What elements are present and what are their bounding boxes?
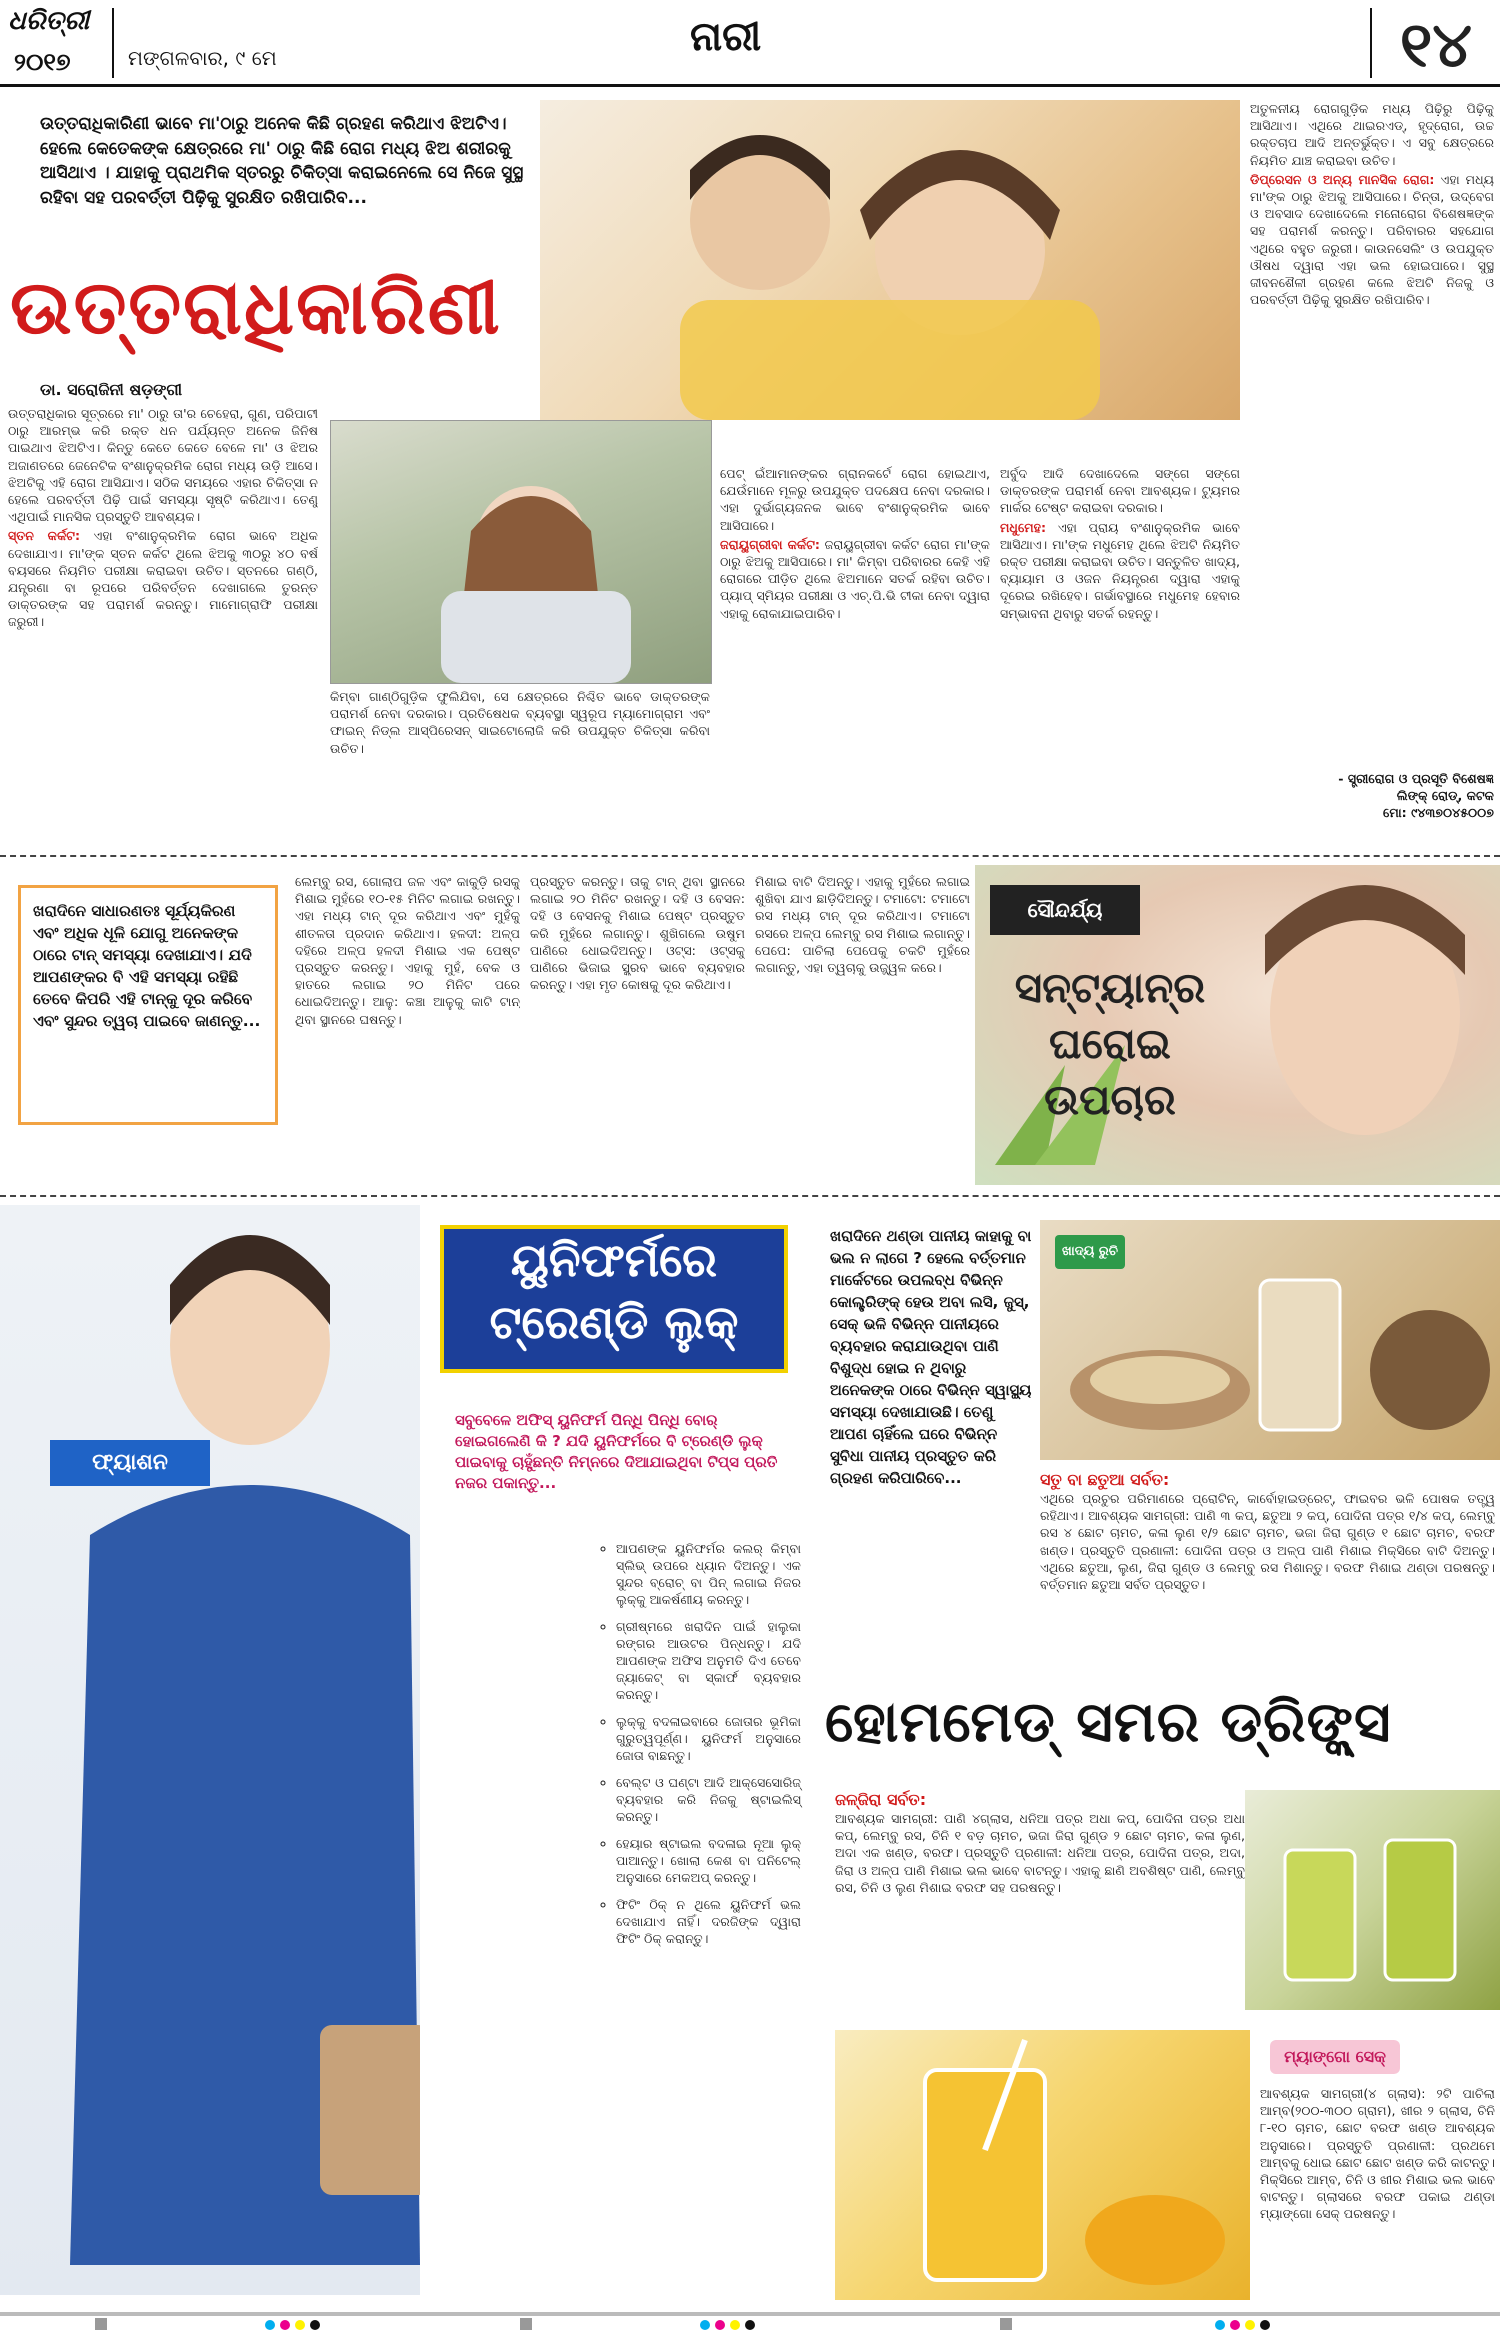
fashion-intro: ସବୁବେଳେ ଅଫିସ୍ ୟୁନିଫର୍ମ ପିନ୍ଧି ପିନ୍ଧି ବୋର୍ ହୋଇଗଲେଣି କି ? ଯଦି ୟୁନିଫର୍ମରେ ବି ଟ୍ରେଣ୍ଡି ଲୁକ୍ ପାଇବାକୁ ଚାହୁଁଛନ୍ତି ନିମ୍ନରେ ଦିଆଯାଇଥିବା ଟିପ୍ସ ପ୍ରତି ନଜର ପକାନ୍ତୁ... bbox=[455, 1411, 778, 1492]
brand-logo: ଧରିତ୍ରୀ bbox=[8, 6, 90, 36]
brand-year: ୨୦୧୭ bbox=[14, 48, 71, 76]
recipe-jaljeera bbox=[835, 1790, 1245, 2020]
fashion-photo-woman bbox=[0, 1205, 420, 2295]
color-dot-yellow bbox=[1245, 2320, 1255, 2330]
lead-col1b-text: ଏହା ବଂଶାନୁକ୍ରମିକ ରୋଗ ଭାବେ ଅଧିକ ଦେଖାଯାଏ। ମା'ଙ୍କ ସ୍ତନ କର୍କଟ ଥିଲେ ଝିଅକୁ ୩୦ରୁ ୪୦ ବର୍ଷ ବୟସରେ ନିୟମିତ ପରୀକ୍ଷା କରାଇବା ଉଚିତ। ସ୍ତନରେ ଗଣ୍ଠି, ଯନ୍ତ୍ରଣା ବା ରୂପରେ ପରିବର୍ତ୍ତନ ଦେଖାଗଲେ ତୁରନ୍ତ ଡାକ୍ତରଙ୍କ ସହ ପରାମର୍ଶ କରନ୍ତୁ। ମାମୋଗ୍ରାଫି ପରୀକ୍ଷା ଜରୁରୀ। bbox=[8, 528, 318, 630]
lead-col4b-text: ଏହା ପ୍ରାୟ ବଂଶାନୁକ୍ରମିକ ଭାବେ ଆସିଥାଏ। ମା'ଙ୍କ ମଧୁମେହ ଥିଲେ ଝିଅଟି ନିୟମିତ ରକ୍ତ ପରୀକ୍ଷା କରାଇବା ଉଚିତ। ସନ୍ତୁଳିତ ଖାଦ୍ୟ, ବ୍ୟାୟାମ ଓ ଓଜନ ନିୟନ୍ତ୍ରଣ ଦ୍ୱାରା ଏହାକୁ ଦୂରେଇ ରଖିହେବ। ଗର୍ଭାବସ୍ଥାରେ ମଧୁମେହ ହେବାର ସମ୍ଭାବନା ଥିବାରୁ ସତର୍କ ରହନ୍ତୁ। bbox=[1000, 519, 1240, 621]
tan-col-2 bbox=[530, 873, 745, 1178]
fashion-tip: ◦ ଫିଟିଂ ଠିକ୍ ନ ଥିଲେ ୟୁନିଫର୍ମ ଭଲ ଦେଖାଯାଏ ନାହିଁ। ଦରଜିଙ୍କ ଦ୍ୱାରା ଫିଟିଂ ଠିକ୍ କରାନ୍ତୁ। bbox=[616, 1896, 801, 1947]
lead-col3-text: ପେଟ୍ ଇଁଆମାନଙ୍କର ଗ୍ରାନକର୍ଟେ ରୋଗ ହୋଇଥାଏ, ଯେଉଁମାନେ ମୂଳରୁ ଉପଯୁକ୍ତ ପଦକ୍ଷେପ ନେବା ଦରକାର। ଏହା ଦୁର୍ଭାଗ୍ୟଜନକ ଭାବେ ବଂଶାନୁକ୍ରମିକ ଭାବେ ଆସିପାରେ। bbox=[720, 466, 990, 533]
tan-title-line-2: ଘରୋଇ bbox=[1049, 1019, 1171, 1068]
tan-title bbox=[985, 960, 1235, 1128]
drinks-photo-mango bbox=[835, 2030, 1250, 2300]
lead-kicker: ଉତ୍ତରାଧିକାରିଣୀ ଭାବେ ମା'ଠାରୁ ଅନେକ କିଛି ଗ୍ରହଣ କରିଥାଏ ଝିଅଟିଏ। ହେଲେ କେତେକଙ୍କ କ୍ଷେତ୍ରରେ ମା' ଠାରୁ କିଛି ରୋଗ ମଧ୍ୟ ଝିଅ ଶରୀରକୁ ଆସିଥାଏ । ଯାହାକୁ ପ୍ରାଥମିକ ସ୍ତରରୁ ଚିକିତ୍ସା କରାଇନେଲେ ସେ ନିଜେ ସୁସ୍ଥ ରହିବା ସହ ପରବର୍ତ୍ତୀ ପିଢ଼ିକୁ ସୁରକ୍ଷିତ ରଖିପାରିବ... bbox=[40, 114, 524, 208]
lead-col5-sub: ଡିପ୍ରେସନ ଓ ଅନ୍ୟ ମାନସିକ ରୋଗ: bbox=[1250, 171, 1435, 187]
drinks-photo3-shapes bbox=[835, 2030, 1250, 2300]
hero-photo-shapes bbox=[540, 100, 1240, 420]
tan-intro-text: ଖରାଦିନେ ସାଧାରଣତଃ ସୂର୍ଯ୍ୟକିରଣ ଏବଂ ଅଧିକ ଧୂଳି ଯୋଗୁ ଅନେକଙ୍କ ଠାରେ ଟାନ୍ ସମସ୍ୟା ଦେଖାଯାଏ। ଯଦି ଆପଣଙ୍କର ବି ଏହି ସମସ୍ୟା ରହିଛି ତେବେ କିପରି ଏହି ଟାନ୍‌କୁ ଦୂର କରିବେ ଏବଂ ସୁନ୍ଦର ତ୍ୱଚା ପାଇବେ ଜାଣନ୍ତୁ... bbox=[33, 902, 261, 1030]
fashion-photo-shapes bbox=[0, 1205, 420, 2295]
lead-col3b-text: ଜରାୟୁଗ୍ରୀବା କର୍କଟ ରୋଗ ମା'ଙ୍କ ଠାରୁ ଝିଅକୁ ଆସିପାରେ। ମା' କିମ୍ବା ପରିବାରର କେହି ଏହି ରୋଗରେ ପୀଡ଼ିତ ଥିଲେ ଝିଅମାନେ ସତର୍କ ରହିବା ଉଚିତ। ପ୍ୟାପ୍ ସ୍ମିୟର ପରୀକ୍ଷା ଓ ଏଚ୍.ପି.ଭି ଟୀକା ନେବା ଦ୍ୱାରା ଏହାକୁ ରୋକାଯାଇପାରିବ। bbox=[720, 536, 990, 621]
footer-registration-mark bbox=[95, 2318, 107, 2330]
section-divider-2 bbox=[0, 1195, 1500, 1197]
tan-col2-text: ପ୍ରସ୍ତୁତ କରନ୍ତୁ। ତାକୁ ଟାନ୍ ଥିବା ସ୍ଥାନରେ ଲଗାଇ ୨୦ ମିନିଟ ରଖନ୍ତୁ। ଦହି ଓ ବେସନ: ଦହି ଓ ବେସନକୁ ମିଶାଇ ପେଷ୍ଟ ପ୍ରସ୍ତୁତ କରି ମୁହଁରେ ଲଗାନ୍ତୁ। ଶୁଖିଗଲେ ଉଷୁମ ପାଣିରେ ଧୋଇଦିଅନ୍ତୁ। ଓଟ୍ସ: ଓଟ୍ସକୁ ପାଣିରେ ଭିଜାଇ ସ୍କ୍ରବ ଭାବେ ବ୍ୟବହାର କରନ୍ତୁ। ଏହା ମୃତ କୋଷକୁ ଦୂର କରିଥାଏ। bbox=[530, 874, 745, 993]
tan-col3-text: ମିଶାଇ ବାଟି ଦିଅନ୍ତୁ। ଏହାକୁ ମୁହଁରେ ଲଗାଇ ଶୁଖିବା ଯାଏ ଛାଡ଼ିଦିଅନ୍ତୁ। ଟମାଟୋ: ଟମାଟୋ ରସ ମଧ୍ୟ ଟାନ୍ ଦୂର କରିଥାଏ। ଟମାଟୋ ରସରେ ଅଳ୍ପ ଲେମ୍ବୁ ରସ ମିଶାଇ ଲଗାନ୍ତୁ। ପେପେ: ପାଚିଲା ପେପେକୁ ଚକଟି ମୁହଁରେ ଲଗାନ୍ତୁ, ଏହା ତ୍ୱଚାକୁ ଉଜ୍ଜ୍ୱଳ କରେ। bbox=[755, 874, 970, 976]
lead-col1-text: ଉତ୍ତରାଧିକାର ସୂତ୍ରରେ ମା' ଠାରୁ ତା'ର ଚେହେରା, ଗୁଣ, ପରିପାଟୀ ଠାରୁ ଆରମ୍ଭ କରି ରକ୍ତ ଧନ ପର୍ଯ୍ୟନ୍ତ ଅନେକ ଜିନିଷ ପାଇଥାଏ ଝିଅଟିଏ। କିନ୍ତୁ କେତେ କେତେ ବେଳେ ମା' ଓ ଝିଅର ଅଜାଣତରେ ଜେନେଟିକ ବଂଶାନୁକ୍ରମିକ ରୋଗ ମଧ୍ୟ ଉଡ଼ି ଆସେ। ଝିଅଟିକୁ ଏହି ରୋଗ ଆସିଯାଏ। ସଠିକ ସମୟରେ ଏହାର ଚିକିତ୍ସା ନ ହେଲେ ପରବର୍ତ୍ତୀ ପିଢ଼ି ପାଇଁ ସମସ୍ୟା ସୃଷ୍ଟି କରିଥାଏ। ତେଣୁ ଏଥିପାଇଁ ମାନସିକ ପ୍ରସ୍ତୁତି ଆବଶ୍ୟକ। bbox=[8, 406, 318, 525]
masthead bbox=[0, 0, 1500, 87]
tan-title-line-3: ଉପଚାର bbox=[1044, 1075, 1176, 1124]
color-dot-cyan bbox=[700, 2320, 710, 2330]
recipe-sattu bbox=[1040, 1470, 1495, 1670]
lead-col4-text: ଅର୍ବୁଦ ଆଦି ଦେଖାଦେଲେ ସଙ୍ଗେ ସଙ୍ଗେ ଡାକ୍ତରଙ୍କ ପରାମର୍ଶ ନେବା ଆବଶ୍ୟକ। ଟ୍ୟୁମର ମାର୍କର ଟେଷ୍ଟ କରାଇବା ଦରକାର। bbox=[1000, 466, 1240, 516]
footer-registration-mark bbox=[520, 2318, 532, 2330]
color-dot-yellow bbox=[730, 2320, 740, 2330]
photo-mother-child bbox=[330, 420, 712, 684]
signature-line-3: ମୋ: ୯୪୩୭୦୪୫୦୦୭ bbox=[1383, 805, 1494, 820]
fashion-tip: ◦ ଆପଣଙ୍କ ୟୁନିଫର୍ମର କଲର୍ କିମ୍ବା ସ୍ଲିଭ୍ ଉପରେ ଧ୍ୟାନ ଦିଅନ୍ତୁ। ଏକ ସୁନ୍ଦର ବ୍ରୋଚ୍ ବା ପିନ୍ ଲଗାଇ ନିଜର ଲୁକ୍‌କୁ ଆକର୍ଷଣୀୟ କରନ୍ତୁ। bbox=[616, 1540, 801, 1608]
color-dot-magenta bbox=[1230, 2320, 1240, 2330]
color-dot-black bbox=[1260, 2320, 1270, 2330]
hero-photo-mother-daughter bbox=[540, 100, 1240, 420]
fashion-tips-list bbox=[600, 1540, 801, 2310]
signature-line-1: - ସ୍ତ୍ରୀରୋଗ ଓ ପ୍ରସୂତି ବିଶେଷଜ୍ଞ bbox=[1338, 771, 1494, 786]
masthead-divider-right bbox=[1370, 8, 1372, 78]
fashion-title-box bbox=[440, 1225, 788, 1373]
color-dot-black bbox=[745, 2320, 755, 2330]
drinks-intro: ଖରାଦିନେ ଥଣ୍ଡା ପାନୀୟ କାହାକୁ ବା ଭଲ ନ ଲାଗେ ? ହେଲେ ବର୍ତ୍ତମାନ ମାର୍କେଟରେ ଉପଲବ୍ଧ ବିଭିନ୍ନ କୋଲ୍ଡ୍ରିଙ୍କ୍ ହେଉ ଅବା ଲସି, ଜୁସ୍, ସେକ୍ ଭଳି ବିଭିନ୍ନ ପାନୀୟରେ ବ୍ୟବହାର କରାଯାଉଥିବା ପାଣି ବିଶୁଦ୍ଧ ହୋଇ ନ ଥିବାରୁ ଅନେକଙ୍କ ଠାରେ ବିଭିନ୍ନ ସ୍ୱାସ୍ଥ୍ୟ ସମସ୍ୟା ଦେଖାଯାଉଛି। ତେଣୁ ଆପଣ ଚାହିଁଲେ ଘରେ ବିଭିନ୍ନ ସୁବିଧା ପାନୀୟ ପ୍ରସ୍ତୁତ କରି ଗ୍ରହଣ କରିପାରିବେ... bbox=[830, 1227, 1032, 1487]
color-dot-cyan bbox=[1215, 2320, 1225, 2330]
drinks-headline: ହୋମମେଡ୍ ସମର ଡ୍ରିଙ୍କ୍ସ bbox=[825, 1690, 1392, 1755]
tan-badge: ସୌନ୍ଦର୍ଯ୍ୟ bbox=[990, 885, 1140, 935]
tan-col-1 bbox=[295, 873, 520, 1178]
fashion-tip: ◦ ହେୟାର ଷ୍ଟାଇଲ ବଦଳାଇ ନୂଆ ଲୁକ୍ ପାଆନ୍ତୁ। ଖୋଲା କେଶ ବା ପନିଟେଲ୍ ଅନୁସାରେ ମେକଅପ୍ କରନ୍ତୁ। bbox=[616, 1835, 801, 1886]
recipe-jaljeera-title: ଜଳ୍‌ଜିରା ସର୍ବତ: bbox=[835, 1790, 927, 1809]
lead-col2-text: କିମ୍ବା ଗାଣ୍ଠିଗୁଡ଼ିକ ଫୁଲିଯିବା, ସେ କ୍ଷେତ୍ରରେ ନିଶ୍ଚିତ ଭାବେ ଡାକ୍ତରଙ୍କ ପରାମର୍ଶ ନେବା ଦରକାର। ପ୍ରତିଷେଧକ ବ୍ୟବସ୍ଥା ସ୍ୱରୂପ ମ୍ୟାମୋଗ୍ରାମ ଏବଂ ଫାଇନ୍ ନିଡ୍ଲ ଆସ୍ପିରେସନ୍ ସାଇଟୋଲୋଜି କରି ଉପଯୁକ୍ତ ଚିକିତ୍ସା କରିବା ଉଚିତ। bbox=[330, 689, 710, 756]
fashion-tag: ଫ୍ୟାଶନ bbox=[50, 1440, 210, 1486]
lead-col1-sub: ସ୍ତନ କର୍କଟ: bbox=[8, 528, 81, 544]
fashion-tip: ◦ ଲୁକ୍‌କୁ ବଦଳାଇବାରେ ଜୋତାର ଭୂମିକା ଗୁରୁତ୍ୱପୂର୍ଣ୍ଣ। ୟୁନିଫର୍ମ ଅନୁସାରେ ଜୋତା ବାଛନ୍ତୁ। bbox=[616, 1713, 801, 1764]
recipe-sattu-text: ଏଥିରେ ପ୍ରଚୁର ପରିମାଣରେ ପ୍ରୋଟିନ୍, କାର୍ବୋହାଇଡ୍ରେଟ୍, ଫାଇବର ଭଳି ପୋଷକ ତତ୍ତ୍ୱ ରହିଥାଏ। ଆବଶ୍ୟକ ସାମଗ୍ରୀ: ପାଣି ୩ କପ୍, ଛତୁଆ ୨ କପ୍, ପୋଦିନା ପତ୍ର ୧/୪ କପ୍, ଲେମ୍ବୁ ରସ ୪ ଛୋଟ ଚାମଚ, କଳା ଲୁଣ ୧/୨ ଛୋଟ ଚାମଚ, ଭଜା ଜିରା ଗୁଣ୍ଡ ୧ ଛୋଟ ଚାମଚ, ବରଫ ଖଣ୍ଡ। ପ୍ରସ୍ତୁତି ପ୍ରଣାଳୀ: ପୋଦିନା ପତ୍ର ଓ ଅଳ୍ପ ପାଣି ମିଶାଇ ମିକ୍ସିରେ ବାଟି ଦିଅନ୍ତୁ। ଏଥିରେ ଛତୁଆ, ଲୁଣ, ଜିରା ଗୁଣ୍ଡ ଓ ଲେମ୍ବୁ ରସ ମିଶାନ୍ତୁ। ବରଫ ମିଶାଇ ଥଣ୍ଡା ପରଷନ୍ତୁ। ବର୍ତ୍ତମାନ ଛତୁଆ ସର୍ବତ ପ୍ରସ୍ତୁତ। bbox=[1040, 1491, 1495, 1593]
recipe-mango-text: ଆବଶ୍ୟକ ସାମଗ୍ରୀ(୪ ଗ୍ଲାସ): ୨ଟି ପାଚିଲା ଆମ୍ବ(୨୦୦-୩୦୦ ଗ୍ରାମ), ଖୀର ୨ ଗ୍ଲାସ, ଚିନି ୮-୧୦ ଚାମଚ, ଛୋଟ ବରଫ ଖଣ୍ଡ ଆବଶ୍ୟକ ଅନୁସାରେ। ପ୍ରସ୍ତୁତି ପ୍ରଣାଳୀ: ପ୍ରଥମେ ଆମ୍ବକୁ ଧୋଇ ଛୋଟ ଛୋଟ ଖଣ୍ଡ କରି କାଟନ୍ତୁ। ମିକ୍ସିରେ ଆମ୍ବ, ଚିନି ଓ ଖୀର ମିଶାଇ ଭଲ ଭାବେ ବାଟନ୍ତୁ। ଗ୍ଲାସରେ ବରଫ ପକାଇ ଥଣ୍ଡା ମ୍ୟାଙ୍ଗୋ ସେକ୍ ପରଷନ୍ତୁ। bbox=[1260, 2086, 1495, 2222]
lead-title: ଉତ୍ତରାଧିକାରିଣୀ bbox=[10, 265, 502, 351]
color-dot-black bbox=[310, 2320, 320, 2330]
lead-col-2 bbox=[330, 688, 710, 838]
section-title: ନାରୀ bbox=[690, 14, 762, 60]
lead-col3-sub: ଜରାୟୁଗ୍ରୀବା କର୍କଟ: bbox=[720, 536, 820, 552]
masthead-divider bbox=[112, 8, 114, 78]
color-dot-yellow bbox=[295, 2320, 305, 2330]
lead-col-3 bbox=[720, 465, 990, 835]
drinks-badge: ଖାଦ୍ୟ ରୁଚି bbox=[1055, 1235, 1125, 1269]
color-dot-magenta bbox=[280, 2320, 290, 2330]
dateline: ମଙ୍ଗଳବାର, ୯ ମେ bbox=[128, 46, 277, 70]
lead-col5-text: ଅତୁଳନୀୟ ରୋଗଗୁଡ଼ିକ ମଧ୍ୟ ପିଢ଼ିରୁ ପିଢ଼ିକୁ ଆସିଥାଏ। ଏଥିରେ ଥାଇରଏଡ୍, ହୃଦ୍‌ରୋଗ, ଉଚ୍ଚ ରକ୍ତଚାପ ଆଦି ଅନ୍ତର୍ଭୁକ୍ତ। ଏ ସବୁ କ୍ଷେତ୍ରରେ ନିୟମିତ ଯାଞ୍ଚ କରାଇବା ଉଚିତ। bbox=[1250, 101, 1494, 168]
footer-registration-mark bbox=[1000, 2318, 1012, 2330]
tan-title-line-1: ସନ୍‌ଟ୍ୟାନ୍‌ର bbox=[1014, 963, 1206, 1012]
recipe-sattu-title: ସତୁ ବା ଛତୁଆ ସର୍ବତ: bbox=[1040, 1470, 1170, 1489]
lead-col-1 bbox=[8, 405, 318, 825]
drinks-photo2-shapes bbox=[1245, 1790, 1500, 2010]
recipe-mango-title: ମ୍ୟାଙ୍ଗୋ ସେକ୍ bbox=[1270, 2040, 1400, 2074]
tan-col1-text: ଲେମ୍ବୁ ରସ, ଗୋଲାପ ଜଳ ଏବଂ କାକୁଡ଼ି ରସକୁ ମିଶାଇ ମୁହଁରେ ୧୦-୧୫ ମିନିଟ ଲଗାଇ ରଖନ୍ତୁ। ଏହା ମଧ୍ୟ ଟାନ୍ ଦୂର କରିଥାଏ ଏବଂ ମୁହଁକୁ ଶୀତଳତା ପ୍ରଦାନ କରିଥାଏ। ହଳଦୀ: ଅଳ୍ପ ଦହିରେ ଅଳ୍ପ ହଳଦୀ ମିଶାଇ ଏକ ପେଷ୍ଟ ପ୍ରସ୍ତୁତ କରନ୍ତୁ। ଏହାକୁ ମୁହଁ, ବେକ ଓ ହାତରେ ଲଗାଇ ୨୦ ମିନିଟ ପରେ ଧୋଇଦିଅନ୍ତୁ। ଆଳୁ: କଞ୍ଚା ଆଳୁକୁ କାଟି ଟାନ୍ ଥିବା ସ୍ଥାନରେ ଘଷନ୍ତୁ। bbox=[295, 874, 520, 1027]
footer-rule bbox=[0, 2312, 1500, 2316]
lead-signature bbox=[1250, 770, 1494, 821]
lead-col5b-text: ଏହା ମଧ୍ୟ ମା'ଙ୍କ ଠାରୁ ଝିଅକୁ ଆସିପାରେ। ଚିନ୍ତା, ଉଦ୍‌ବେଗ ଓ ଅବସାଦ ଦେଖାଦେଲେ ମନୋରୋଗ ବିଶେଷଜ୍ଞଙ୍କ ସହ ପରାମର୍ଶ କରନ୍ତୁ। ପରିବାରର ସହଯୋଗ ଏଥିରେ ବହୁତ ଜରୁରୀ। କାଉନସେଲିଂ ଓ ଉପଯୁକ୍ତ ଔଷଧ ଦ୍ୱାରା ଏହା ଭଲ ହୋଇପାରେ। ସୁସ୍ଥ ଜୀବନଶୈଳୀ ଗ୍ରହଣ କଲେ ଝିଅଟି ନିଜକୁ ଓ ପରବର୍ତ୍ତୀ ପିଢ଼ିକୁ ସୁରକ୍ଷିତ ରଖିପାରିବ। bbox=[1250, 171, 1494, 308]
fashion-tip: ◦ ଗ୍ରୀଷ୍ମରେ ଖରାଦିନ ପାଇଁ ହାଲୁକା ରଙ୍ଗର ଆଉଟର ପିନ୍ଧନ୍ତୁ। ଯଦି ଆପଣଙ୍କ ଅଫିସ ଅନୁମତି ଦିଏ ତେବେ ଜ୍ୟାକେଟ୍ ବା ସ୍କାର୍ଫ ବ୍ୟବହାର କରନ୍ତୁ। bbox=[616, 1618, 801, 1703]
signature-line-2: ଲିଙ୍କ୍ ରୋଡ୍, କଟକ bbox=[1396, 788, 1494, 803]
lead-col4-sub: ମଧୁମେହ: bbox=[1000, 519, 1047, 535]
drinks-photo-jaljeera bbox=[1245, 1790, 1500, 2010]
color-dot-cyan bbox=[265, 2320, 275, 2330]
color-dot-magenta bbox=[715, 2320, 725, 2330]
fashion-title-line-2: ଟ୍ରେଣ୍ଡି ଲୁକ୍ bbox=[489, 1295, 739, 1349]
recipe-jaljeera-text: ଆବଶ୍ୟକ ସାମଗ୍ରୀ: ପାଣି ୪ଗ୍ଲାସ, ଧନିଆ ପତ୍ର ଅଧା କପ୍, ପୋଦିନା ପତ୍ର ଅଧା କପ୍, ଲେମ୍ବୁ ରସ, ଚିନି ୧ ବଡ଼ ଚାମଚ, ଭଜା ଜିରା ଗୁଣ୍ଡ ୨ ଛୋଟ ଚାମଚ, କଳା ଲୁଣ, ଅଦା ଏକ ଖଣ୍ଡ, ବରଫ। ପ୍ରସ୍ତୁତି ପ୍ରଣାଳୀ: ଧନିଆ ପତ୍ର, ପୋଦିନା ପତ୍ର, ଅଦା, ଜିରା ଓ ଅଳ୍ପ ପାଣି ମିଶାଇ ଭଲ ଭାବେ ବାଟନ୍ତୁ। ଏହାକୁ ଛାଣି ଅବଶିଷ୍ଟ ପାଣି, ଲେମ୍ବୁ ରସ, ଚିନି ଓ ଲୁଣ ମିଶାଇ ବରଫ ସହ ପରଷନ୍ତୁ। bbox=[835, 1811, 1245, 1895]
tan-col-3 bbox=[755, 873, 970, 1178]
lead-byline: ଡା. ସରୋଜିନୀ ଷଡ଼ଙ୍ଗୀ bbox=[40, 380, 183, 399]
photo-mother-child-shapes bbox=[331, 421, 711, 683]
fashion-title-line-1: ୟୁନିଫର୍ମରେ bbox=[510, 1233, 718, 1287]
section-divider-1 bbox=[0, 855, 1500, 857]
lead-col-4 bbox=[1000, 465, 1240, 835]
lead-col-5 bbox=[1250, 100, 1494, 740]
tan-intro-box bbox=[18, 885, 278, 1125]
page-number: ୧୪ bbox=[1400, 8, 1473, 81]
fashion-tip: ◦ ବେଲ୍ଟ ଓ ଘଣ୍ଟା ଆଦି ଆକ୍ସେସୋରିଜ୍ ବ୍ୟବହାର କରି ନିଜକୁ ଷ୍ଟାଇଲିସ୍ କରନ୍ତୁ। bbox=[616, 1774, 801, 1825]
